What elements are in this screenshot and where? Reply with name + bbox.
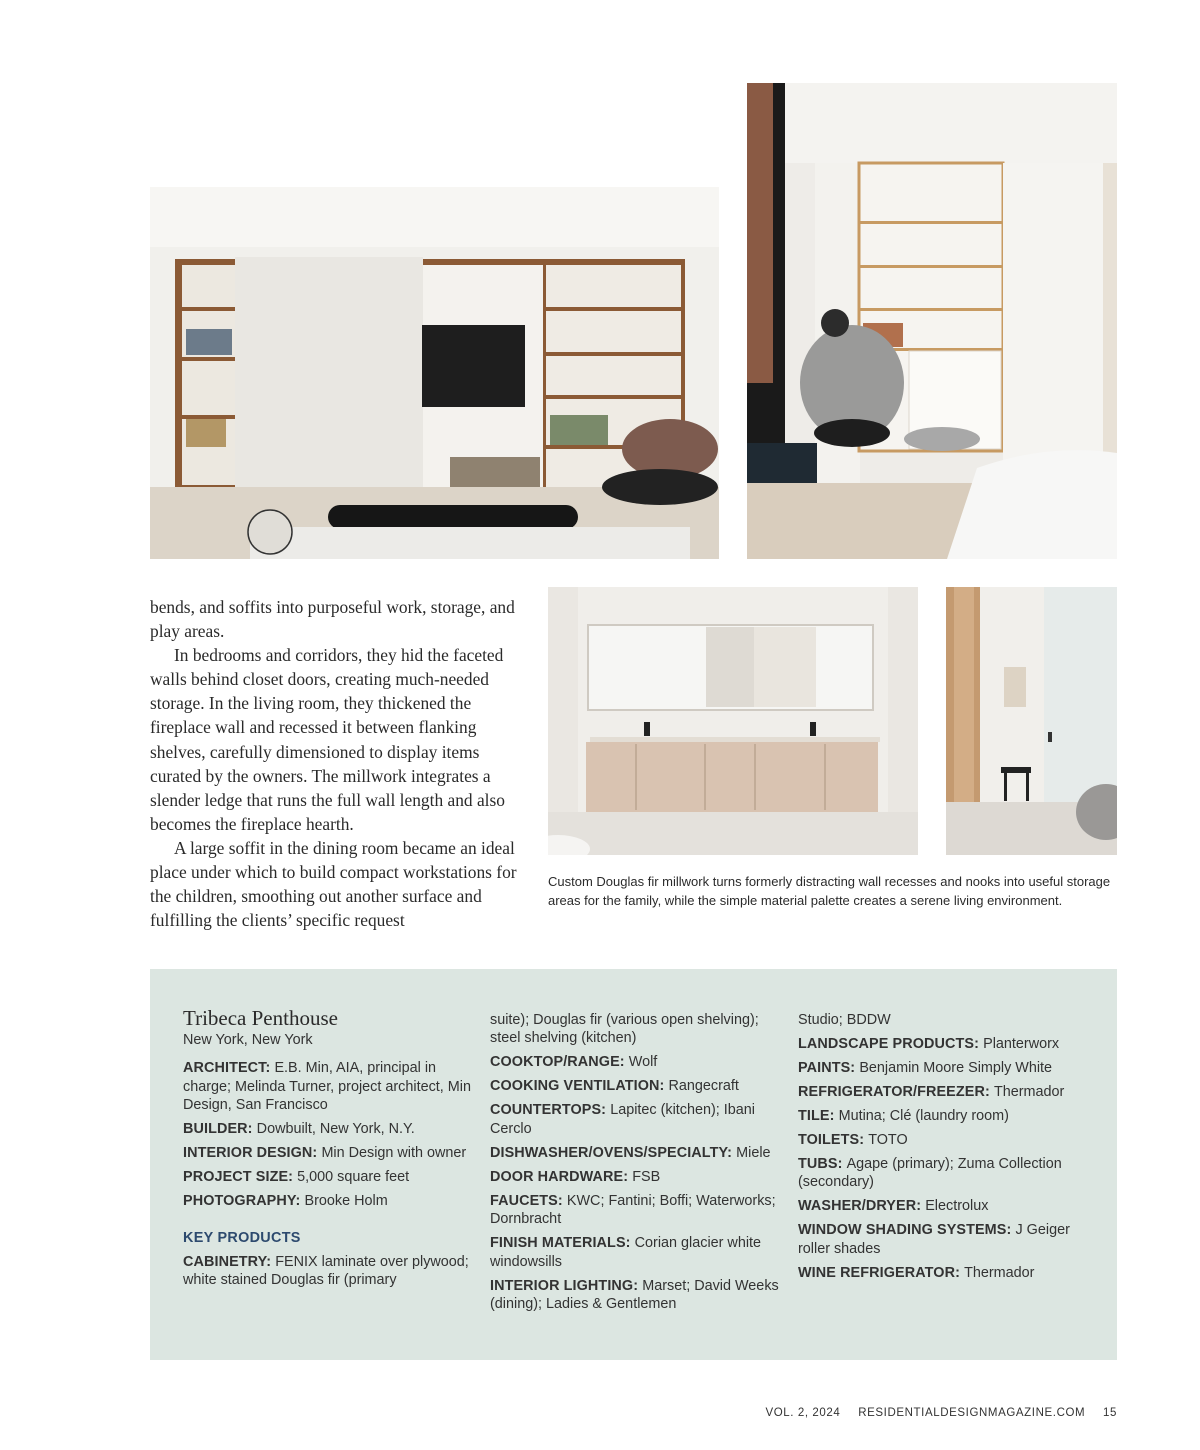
page-footer bbox=[765, 1407, 1117, 1419]
project-location: New York, New York bbox=[183, 1032, 313, 1048]
article-paragraph: A large soffit in the dining room became an ideal place under which to build compact workstations for the children, smoothing out another surface and fulfilling the clients’ specific request bbox=[150, 837, 517, 931]
product-wine-refrigerator: WINE REFRIGERATOR: Thermador bbox=[798, 1264, 1035, 1281]
product-dishwasher: DISHWASHER/OVENS/SPECIALTY: Miele bbox=[490, 1144, 771, 1161]
key-products-heading: KEY PRODUCTS bbox=[183, 1229, 301, 1246]
product-landscape: LANDSCAPE PRODUCTS: Planterworx bbox=[798, 1036, 1060, 1052]
article-paragraph: In bedrooms and corridors, they hid the faceted walls behind closet doors, creating much-needed storage. In the living room, they thickened the fireplace wall and recessed it between flanking shelves, carefully dimensioned to display items curated by the owners. The millwork integrates a slender ledge that runs the full wall length and also becomes the fireplace hearth. bbox=[150, 645, 505, 834]
issue-label: VOL. 2, 2024 bbox=[765, 1407, 841, 1419]
photo-caption: Custom Douglas fir millwork turns formerly distracting wall recesses and nooks into useful storage areas for the family, while the simple material palette creates a serene living environment. bbox=[548, 874, 1111, 908]
project-title: Tribeca Penthouse bbox=[183, 1006, 338, 1030]
credit-interior-design: INTERIOR DESIGN: Min Design with owner bbox=[183, 1145, 467, 1162]
credit-project-size: PROJECT SIZE: 5,000 square feet bbox=[183, 1169, 410, 1186]
product-continued: Studio; BDDW bbox=[798, 1012, 891, 1028]
product-faucets: FAUCETS: KWC; Fantini; Boffi; Waterworks; Dornbracht bbox=[490, 1192, 776, 1228]
info-column-2 bbox=[490, 1011, 782, 1319]
product-door-hardware: DOOR HARDWARE: FSB bbox=[490, 1168, 661, 1185]
product-finish-materials: FINISH MATERIALS: Corian glacier white windowsills bbox=[490, 1235, 762, 1270]
hallway-photo bbox=[946, 587, 1117, 855]
article-paragraph: bends, and soffits into purposeful work, storage, and play areas. bbox=[150, 597, 515, 642]
credit-builder: BUILDER: Dowbuilt, New York, N.Y. bbox=[183, 1121, 415, 1138]
product-toilets: TOILETS: TOTO bbox=[798, 1132, 908, 1148]
info-column-3 bbox=[798, 1011, 1090, 1288]
credit-architect: ARCHITECT: E.B. Min, AIA, principal in charge; Melinda Turner, project architect, Min Design, San Francisco bbox=[183, 1060, 471, 1114]
product-washer-dryer: WASHER/DRYER: Electrolux bbox=[798, 1198, 989, 1215]
product-cooktop: COOKTOP/RANGE: Wolf bbox=[490, 1054, 658, 1071]
product-paints: PAINTS: Benjamin Moore Simply White bbox=[798, 1060, 1053, 1076]
bedroom-photo bbox=[747, 83, 1117, 559]
article-body bbox=[150, 595, 522, 932]
site-url: RESIDENTIALDESIGNMAGAZINE.COM bbox=[858, 1407, 1086, 1419]
product-interior-lighting: INTERIOR LIGHTING: Marset; David Weeks (dining); Ladies & Gentlemen bbox=[490, 1277, 779, 1313]
product-countertops: COUNTERTOPS: Lapitec (kitchen); Ibani Cerclo bbox=[490, 1102, 755, 1137]
credit-photography: PHOTOGRAPHY: Brooke Holm bbox=[183, 1193, 388, 1210]
product-tubs: TUBS: Agape (primary); Zuma Collection (secondary) bbox=[798, 1156, 1062, 1191]
living-room-photo bbox=[150, 187, 719, 559]
product-window-shading: WINDOW SHADING SYSTEMS: J Geiger roller shades bbox=[798, 1222, 1070, 1257]
page-number: 15 bbox=[1103, 1407, 1117, 1419]
product-ventilation: COOKING VENTILATION: Rangecraft bbox=[490, 1078, 739, 1095]
bathroom-photo bbox=[548, 587, 918, 855]
product-cabinetry: CABINETRY: FENIX laminate over plywood; white stained Douglas fir (primary bbox=[183, 1254, 469, 1289]
product-continued: suite); Douglas fir (various open shelving); steel shelving (kitchen) bbox=[490, 1012, 759, 1047]
product-tile: TILE: Mutina; Clé (laundry room) bbox=[798, 1108, 1009, 1124]
info-column-1 bbox=[183, 1005, 473, 1295]
product-refrigerator: REFRIGERATOR/FREEZER: Thermador bbox=[798, 1084, 1065, 1100]
project-info-box bbox=[150, 969, 1117, 1360]
